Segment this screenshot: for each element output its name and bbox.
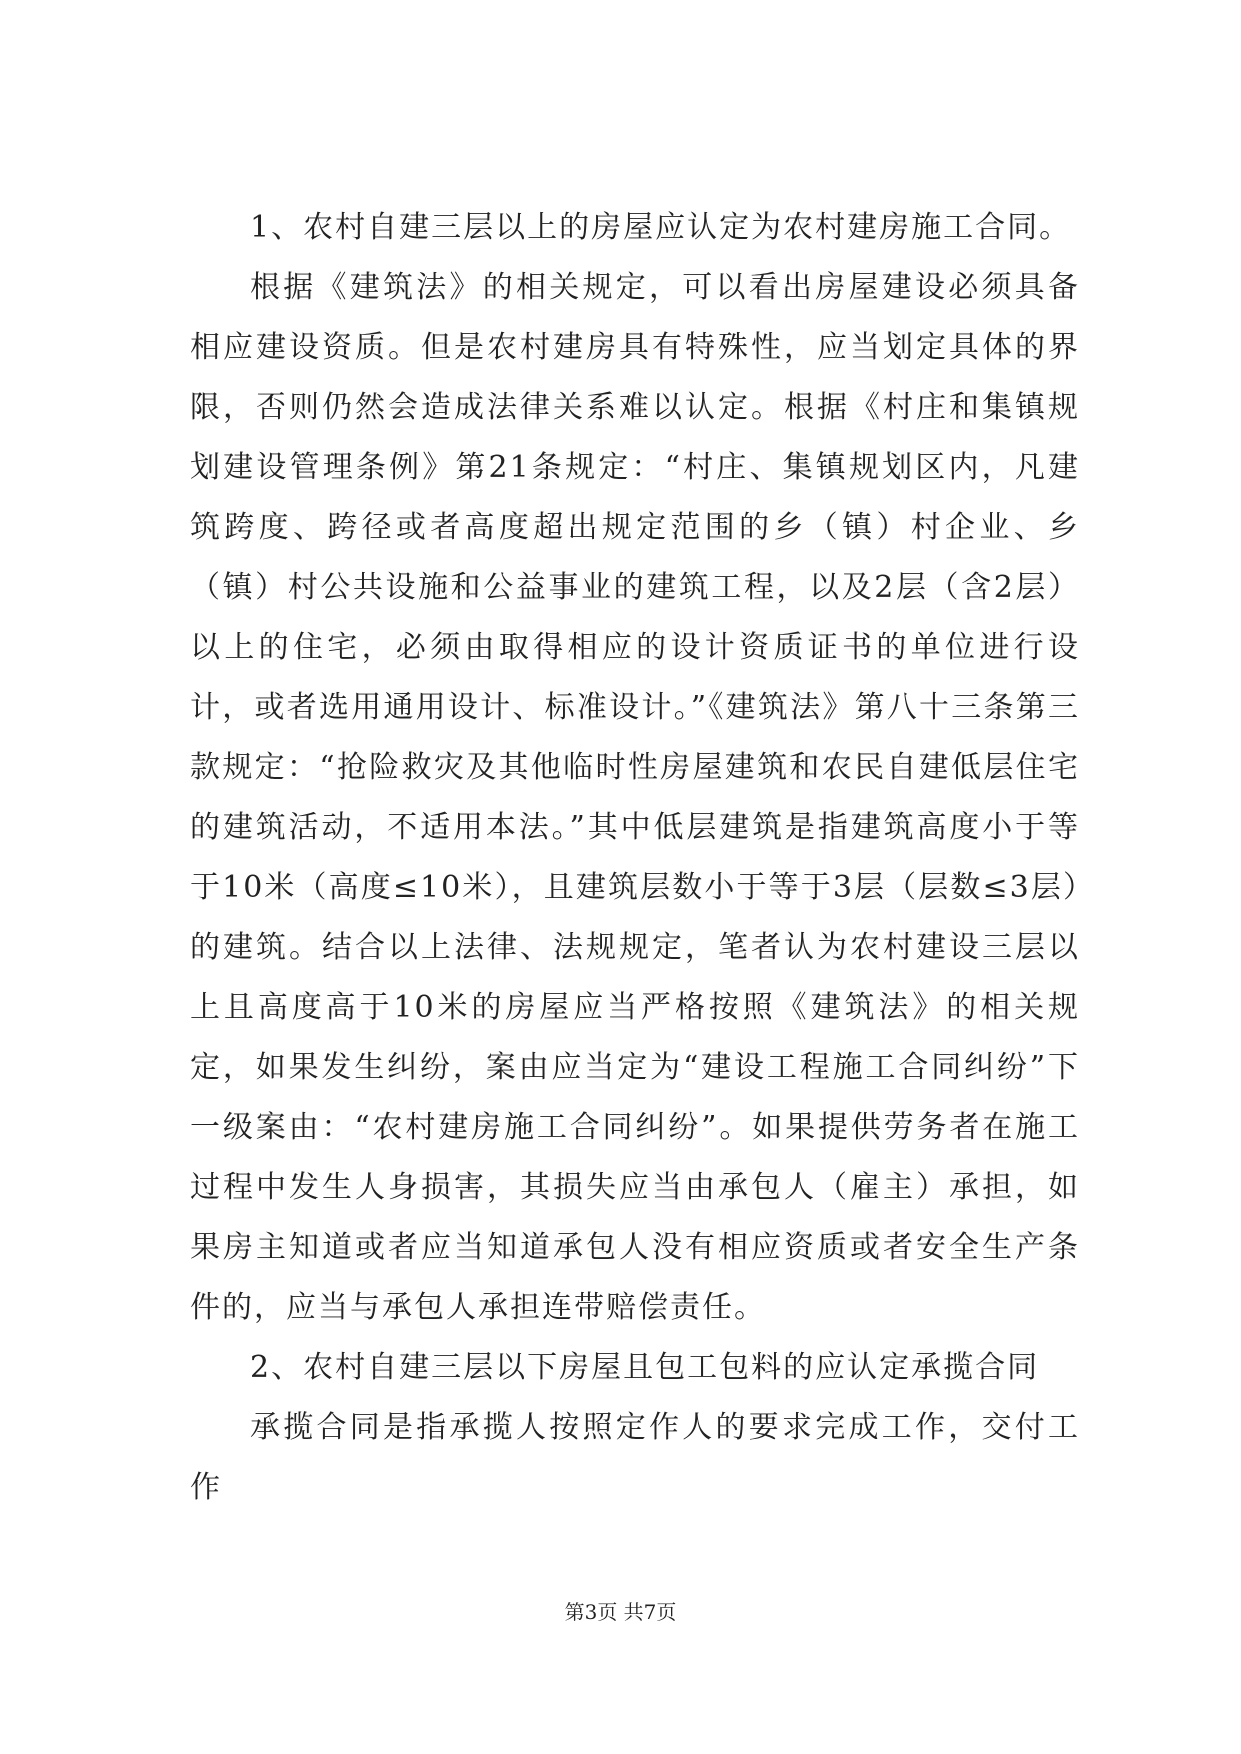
heading-item-1: 1、农村自建三层以上的房屋应认定为农村建房施工合同。 xyxy=(250,210,1072,245)
body-paragraph-continued: 承揽合同是指承揽人按照定作人的要求完成工作，交付工作 xyxy=(190,1410,1080,1505)
heading-item-2: 2、农村自建三层以下房屋且包工包料的应认定承揽合同 xyxy=(250,1350,1040,1385)
document-body xyxy=(190,198,1080,1518)
body-paragraph: 根据《建筑法》的相关规定，可以看出房屋建设必须具备相应建设资质。但是农村建房具有特殊性，应当划定具体的界限，否则仍然会造成法律关系难以认定。根据《村庄和集镇规划建设管理条例》第21条规定：“村庄、集镇规划区内，凡建筑跨度、跨径或者高度超出规定范围的乡（镇）村企业、乡（镇）村公共设施和公益事业的建筑工程，以及2层（含2层）以上的住宅，必须由取得相应的设计资质证书的单位进行设计，或者选用通用设计、标准设计。”《建筑法》第八十三条第三款规定：“抢险救灾及其他临时性房屋建筑和农民自建低层住宅的建筑活动，不适用本法。”其中低层建筑是指建筑高度小于等于10米（高度≤10米），且建筑层数小于等于3层（层数≤3层）的建筑。结合以上法律、法规规定，笔者认为农村建设三层以上且高度高于10米的房屋应当严格按照《建筑法》的相关规定，如果发生纠纷，案由应当定为“建设工程施工合同纠纷”下一级案由：“农村建房施工合同纠纷”。如果提供劳务者在施工过程中发生人身损害，其损失应当由承包人（雇主）承担，如果房主知道或者应当知道承包人没有相应资质或者安全生产条件的，应当与承包人承担连带赔偿责任。 xyxy=(190,270,1080,1325)
page-number-footer: 第3页 共7页 xyxy=(564,1600,677,1624)
